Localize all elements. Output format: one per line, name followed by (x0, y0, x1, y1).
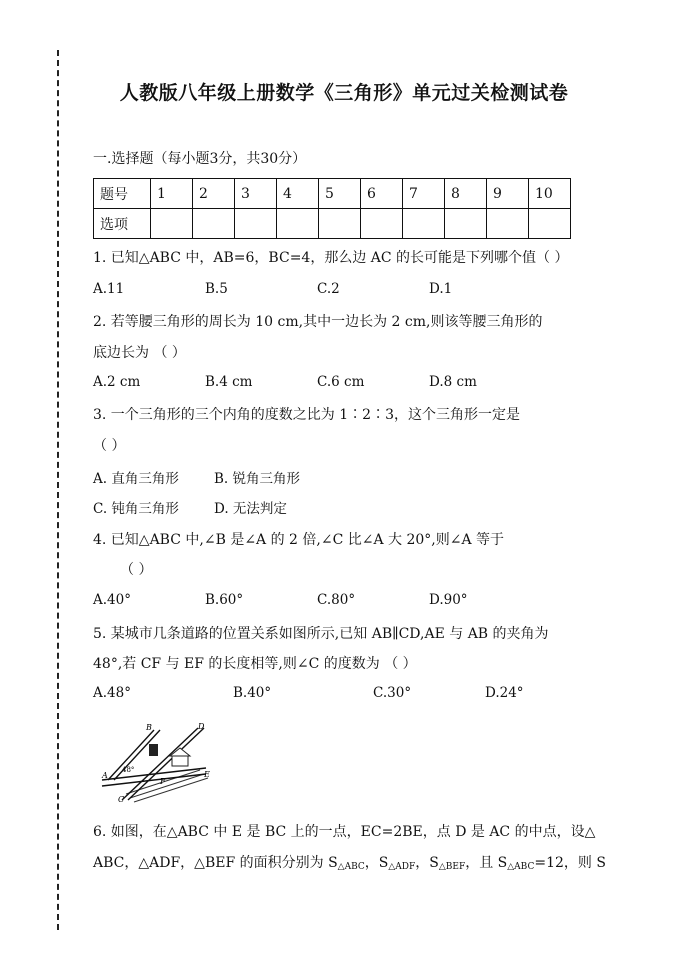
label-angle: 48° (122, 766, 135, 774)
answer-cell[interactable] (361, 209, 403, 239)
q4-option-c: C.80° (317, 592, 356, 608)
table-cell: 4 (277, 179, 319, 209)
answer-table (93, 178, 571, 239)
question-6-line-2 (93, 852, 606, 872)
label-b: B (146, 723, 152, 732)
road-cd-edge (128, 728, 204, 800)
answer-cell[interactable] (403, 209, 445, 239)
q6-text: ，S (415, 855, 439, 871)
answer-cell[interactable] (319, 209, 361, 239)
table-row (94, 179, 571, 209)
question-4-line-2: （ ） (120, 562, 153, 578)
q2-option-c: C.6 cm (317, 374, 365, 390)
question-2-line-1: 2. 若等腰三角形的周长为 10 cm,其中一边长为 2 cm,则该等腰三角形的 (93, 314, 543, 330)
question-4-line-1: 4. 已知△ABC 中,∠B 是∠A 的 2 倍,∠C 比∠A 大 20°,则∠A 等于 (93, 532, 505, 548)
answer-cell[interactable] (277, 209, 319, 239)
table-cell: 6 (361, 179, 403, 209)
q6-subscript: △ABC (337, 862, 365, 872)
question-1: 1. 已知△ABC 中，AB=6，BC=4，那么边 AC 的长可能是下列哪个值（ ） (93, 250, 569, 266)
q1-option-d: D.1 (429, 281, 453, 297)
q5-option-a: A.48° (93, 685, 131, 701)
q6-text: ABC，△ADF，△BEF 的面积分别为 S (93, 855, 338, 871)
question-3-line-2: （ ） (93, 438, 126, 454)
table-cell: 8 (445, 179, 487, 209)
q3-option-a: A. 直角三角形 (93, 471, 179, 487)
table-cell: 题号 (94, 179, 151, 209)
answer-cell[interactable] (193, 209, 235, 239)
answer-cell[interactable] (151, 209, 193, 239)
table-cell: 2 (193, 179, 235, 209)
q1-option-a: A.11 (93, 281, 125, 297)
table-cell: 5 (319, 179, 361, 209)
q6-subscript: △ADF (388, 862, 416, 872)
label-f: F (160, 777, 166, 786)
q2-option-b: B.4 cm (205, 374, 253, 390)
table-cell: 选项 (94, 209, 151, 239)
answer-cell[interactable] (235, 209, 277, 239)
table-row (94, 209, 571, 239)
q6-text: ，S (364, 855, 389, 871)
question-2-line-2: 底边长为 （ ） (93, 345, 186, 361)
question-6-line-1: 6. 如图，在△ABC 中 E 是 BC 上的一点，EC=2BE，点 D 是 AC 的中点，设△ (93, 824, 596, 840)
q3-option-d: D. 无法判定 (214, 501, 287, 517)
house-icon (172, 756, 188, 766)
q3-option-b: B. 锐角三角形 (214, 471, 301, 487)
q4-option-a: A.40° (93, 592, 131, 608)
label-c: C (118, 795, 125, 804)
table-cell: 7 (403, 179, 445, 209)
q6-text: =12，则 S (534, 855, 606, 871)
q4-option-d: D.90° (429, 592, 468, 608)
table-cell: 9 (487, 179, 529, 209)
building-icon (149, 744, 158, 756)
answer-cell[interactable] (529, 209, 571, 239)
table-cell: 3 (235, 179, 277, 209)
label-d: D (198, 722, 205, 731)
binding-line (57, 50, 59, 930)
question-3-line-1: 3. 一个三角形的三个内角的度数之比为 1∶2∶3，这个三角形一定是 (93, 407, 520, 423)
q2-option-a: A.2 cm (93, 374, 141, 390)
q1-option-b: B.5 (205, 281, 228, 297)
q6-text: ，且 S (465, 855, 508, 871)
q1-option-c: C.2 (317, 281, 340, 297)
answer-cell[interactable] (445, 209, 487, 239)
q3-option-c: C. 钝角三角形 (93, 501, 179, 517)
page-title: 人教版八年级上册数学《三角形》单元过关检测试卷 (119, 82, 569, 104)
q2-option-d: D.8 cm (429, 374, 477, 390)
table-cell: 1 (151, 179, 193, 209)
table-cell: 10 (529, 179, 571, 209)
section-heading: 一.选择题（每小题3分，共30分） (93, 151, 307, 167)
q6-subscript: △ABC (507, 862, 535, 872)
label-e: E (204, 770, 210, 779)
q5-option-c: C.30° (373, 685, 412, 701)
q4-option-b: B.60° (205, 592, 244, 608)
q6-subscript: △BEF (438, 862, 466, 872)
answer-cell[interactable] (487, 209, 529, 239)
question-5-line-1: 5. 某城市几条道路的位置关系如图所示,已知 AB∥CD,AE 与 AB 的夹角为 (93, 626, 549, 642)
question-5-line-2: 48°,若 CF 与 EF 的长度相等,则∠C 的度数为 （ ） (93, 656, 417, 672)
q5-option-d: D.24° (485, 685, 524, 701)
road-diagram (100, 722, 220, 806)
q5-option-b: B.40° (233, 685, 272, 701)
label-a: A (102, 771, 108, 780)
